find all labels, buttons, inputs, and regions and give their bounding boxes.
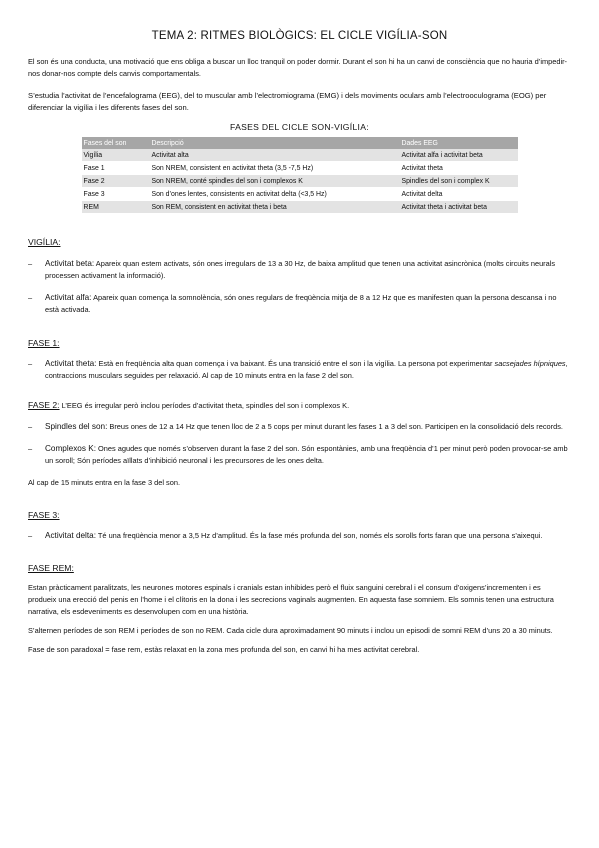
section-intro-text: L’EEG és irregular però inclou períodes d’activitat theta, spindles del son i complexos K. [59, 401, 350, 411]
eeg-paragraph: S’estudia l’activitat de l’encefalograma (EEG), del to muscular amb l’electromiograma (EMG) i dels moviments oculars amb l’electrooculograma (EOG) per diferenciar la vigília i les diferents fases del son. [28, 91, 547, 112]
table-row [82, 149, 518, 162]
table-cell: Son NREM, consistent en activitat theta (3,5 -7,5 Hz) [150, 162, 400, 175]
section-heading-vigilia: VIGÍLIA: [28, 237, 61, 247]
section-vigilia [28, 236, 571, 317]
bullet-dash: – [28, 358, 33, 368]
bullet-term: Activitat delta: [45, 530, 96, 540]
section-heading-fase-2: FASE 2: [28, 400, 60, 411]
bullet-dash: – [28, 443, 33, 453]
rem-paragraph: Estan pràcticament paralitzats, les neurones motores espinals i cranials estan inhibides però el fluix sanguini cerebral i el consum d’oxigens’incrementen i es produeix una erecció del penis en l’home i el clítoris en la dona i les secrecions vaginals augmenten. En aquesta fase somniem. Els somnis tenen una estructura narrativa, els esdeveniments es desenvolupen com en una història. [28, 583, 554, 617]
table-cell: Activitat delta [400, 188, 518, 201]
bullet-italic-text: sacsejades hípniques [494, 358, 566, 368]
page-title: TEMA 2: RITMES BIOLÒGICS: EL CICLE VIGÍLIA-SON [151, 30, 448, 42]
bullet-text: Breus ones de 12 a 14 Hz que tenen lloc de 2 a 5 cops per minut durant les fases 1 a 3 del son. Participen en la consolidació dels records. [107, 422, 563, 432]
table-cell: Son NREM, conté spindles del son i complexos K [150, 175, 400, 188]
rem-paragraph: Fase de son paradoxal = fase rem, estàs relaxat en la zona mes profunda del son, en canvi hi ha mes activitat cerebral. [28, 645, 420, 655]
table-caption: FASES DEL CICLE SON-VIGÍLIA: [230, 122, 369, 132]
table-cell: REM [82, 201, 150, 214]
bullet-dash: – [28, 422, 33, 432]
bullet-dash: – [28, 292, 33, 302]
bullet-activitat-delta [28, 530, 571, 542]
section-heading-fase-3: FASE 3: [28, 509, 60, 520]
table-cell: Activitat alfa i activitat beta [400, 149, 518, 162]
bullet-dash: – [28, 259, 33, 268]
section-fase-rem [28, 562, 571, 656]
bullet-activitat-beta [28, 258, 571, 283]
bullet-activitat-theta [28, 358, 571, 383]
bullet-activitat-alfa [28, 292, 571, 317]
bullet-term: Spindles del son: [45, 422, 108, 432]
bullet-term: Activitat alfa: [45, 292, 92, 302]
bullet-text: Té una freqüència menor a 3,5 Hz d’amplitud. És la fase més profunda del son, només els sorolls forts faran que una persona s’aixequi. [95, 530, 543, 540]
section-fase-3 [28, 509, 571, 542]
table-cell: Son REM, consistent en activitat theta i beta [150, 201, 400, 214]
table-cell: Spindles del son i complex K [400, 175, 518, 188]
section-fase-2 [28, 399, 571, 488]
bullet-text: Està en freqüència alta quan comença i va baixant. És una transició entre el son i la vigília. La persona pot experimentar [96, 358, 495, 368]
table-cell: Fase 3 [82, 188, 150, 201]
bullet-text: Apareix quan comença la somnolència, són ones regulars de freqüència mitja de 8 a 12 Hz que es manifesten quan la persona descansa i no està activada. [45, 292, 557, 315]
bullet-spindles-del-son [28, 421, 571, 433]
section-heading-fase-1: FASE 1: [28, 337, 60, 348]
table-header-cell: Dades EEG [400, 137, 518, 149]
table-row [82, 175, 518, 188]
table-cell: Activitat alta [150, 149, 400, 162]
table-header-row [82, 137, 518, 149]
bullet-text: Ones agudes que només s’observen durant la fase 2 del son. Són espontànies, amb una freqüència d’1 per minut però poden provocar-se amb un soroll; Són períodes aïllats d’inhibició neuronal i les precursores de les ones delta. [45, 443, 568, 466]
bullet-dash: – [28, 530, 33, 540]
table-header-cell: Fases del son [82, 137, 150, 149]
sleep-phases-table [82, 137, 518, 214]
table-row [82, 162, 518, 175]
section-heading-fase-rem: FASE REM: [28, 563, 74, 574]
section-heading-line-fase-2 [28, 399, 571, 412]
table-cell: Vigília [82, 149, 150, 162]
bullet-term: Complexos K: [45, 443, 96, 453]
table-cell: Fase 2 [82, 175, 150, 188]
rem-paragraph: S’alternen períodes de son REM i períodes de son no REM. Cada cicle dura aproximadament 90 minuts i inclou un episodi de somni REM d’uns 20 a 30 minuts. [28, 626, 553, 636]
table-cell: Activitat theta i activitat beta [400, 201, 518, 214]
fase-2-closing-text: Al cap de 15 minuts entra en la fase 3 del son. [28, 477, 181, 487]
table-row [82, 188, 518, 201]
table-cell: Son d’ones lentes, consistents en activitat delta (<3,5 Hz) [150, 188, 400, 201]
bullet-text: Apareix quan estem activats, són ones irregulars de 13 a 30 Hz, de baixa amplitud que tenen una activitat asincrònica (molts circuits neurals processen activament la informació). [45, 259, 556, 281]
table-cell: Fase 1 [82, 162, 150, 175]
table-header-cell: Descripció [150, 137, 400, 149]
table-cell: Activitat theta [400, 162, 518, 175]
table-row [82, 201, 518, 214]
bullet-term: Activitat theta: [45, 358, 97, 368]
bullet-complexos-k [28, 443, 571, 468]
bullet-term: Activitat beta: [45, 259, 95, 268]
bullet-text: , contraccions musculars seguides per relaxació. Al cap de 10 minuts entra en la fase 2 del son. [45, 358, 568, 381]
section-fase-1 [28, 337, 571, 383]
intro-paragraph: El son és una conducta, una motivació que ens obliga a buscar un lloc tranquil on poder dormir. Durant el son hi ha un canvi de consciència que no hauria d’impedir-nos donar-nos compte dels canvis comportamentals. [28, 57, 568, 78]
